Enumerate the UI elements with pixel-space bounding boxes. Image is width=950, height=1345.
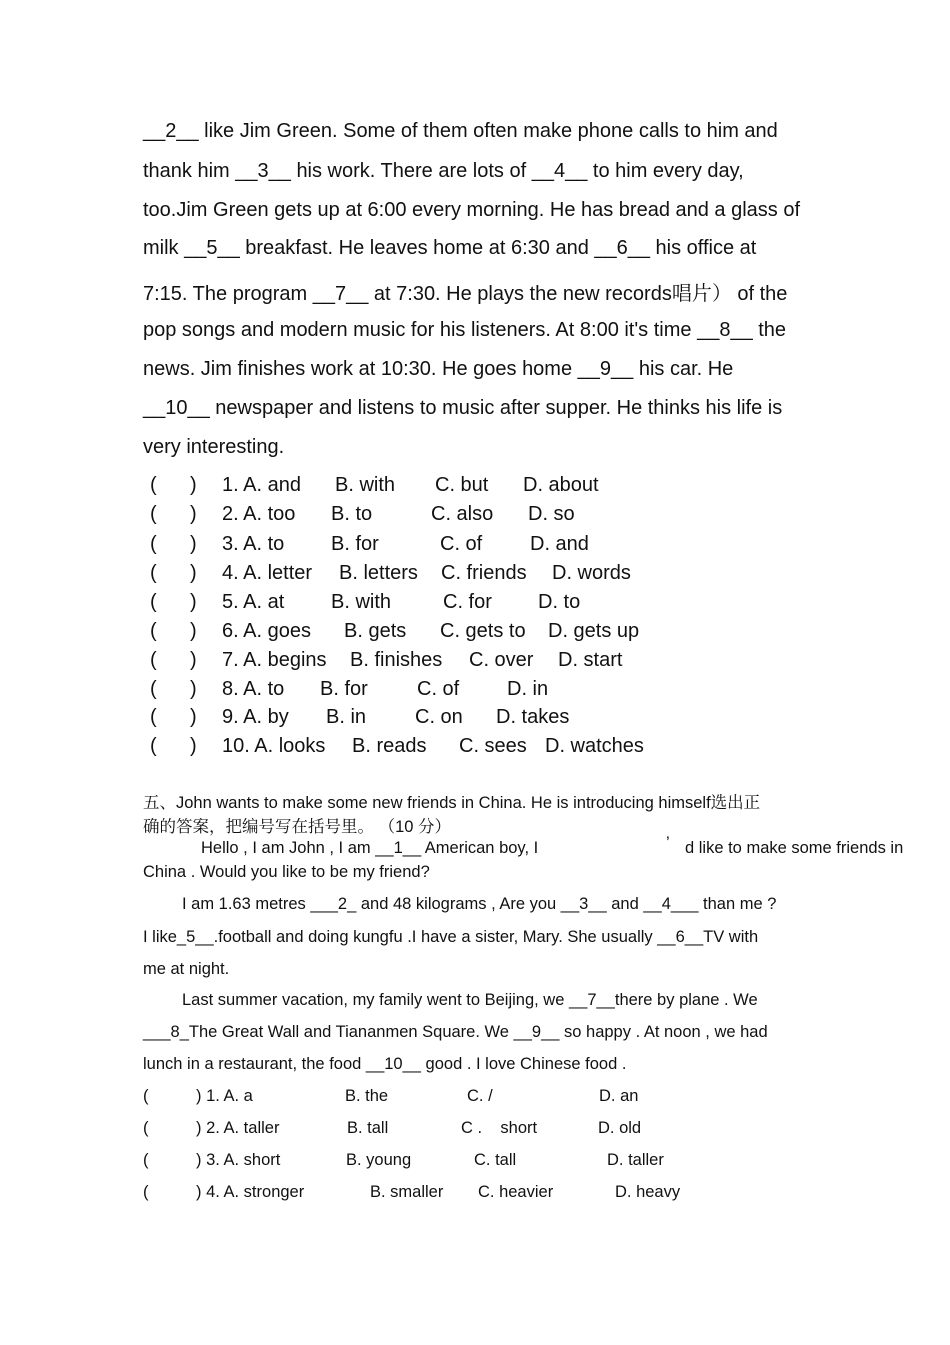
answer-paren[interactable]: ( (143, 1119, 149, 1137)
option-c: C. of (417, 678, 460, 700)
option-b: B. for (320, 678, 368, 700)
answer-paren[interactable]: ( ) (150, 706, 197, 728)
option-b: B. gets (344, 620, 407, 642)
option-d: D. so (528, 503, 575, 525)
option-b: B. for (331, 533, 379, 555)
answer-paren[interactable]: ( (143, 1183, 149, 1201)
option-d: D. start (558, 649, 623, 671)
passage-line: d like to make some friends in (685, 839, 904, 857)
passage-line: Hello , I am John , I am __1__ American boy, I (201, 839, 539, 857)
passage-line: China . Would you like to be my friend? (143, 863, 430, 881)
option-c: C. of (440, 533, 483, 555)
passage-line: pop songs and modern music for his listeners. At 8:00 it's time __8__ the (143, 319, 787, 341)
option-c: C. but (435, 474, 489, 496)
answer-paren[interactable]: ( ) (150, 562, 197, 584)
option-a: 4. A. letter (222, 562, 313, 584)
option-d: D. in (507, 678, 549, 700)
option-d: D. watches (545, 735, 644, 757)
option-a: 3. A. to (222, 533, 285, 555)
option-c: C. tall (474, 1151, 517, 1169)
passage-line: very interesting. (143, 436, 285, 458)
option-a: 2. A. too (222, 503, 296, 525)
answer-paren[interactable]: ( ) (150, 474, 197, 496)
answer-paren[interactable]: ( ) (150, 620, 197, 642)
answer-paren[interactable]: ( ) (150, 649, 197, 671)
option-d: D. taller (607, 1151, 664, 1169)
option-a: ) 1. A. a (196, 1087, 253, 1105)
option-b: B. with (331, 591, 392, 613)
passage-line: me at night. (143, 960, 230, 978)
option-b: B. to (331, 503, 373, 525)
passage-line: too.Jim Green gets up at 6:00 every morning. He has bread and a glass of (143, 199, 801, 221)
option-a: 7. A. begins (222, 649, 327, 671)
option-b: B. in (326, 706, 367, 728)
answer-paren[interactable]: ( ) (150, 591, 197, 613)
option-b: B. tall (347, 1119, 389, 1137)
option-a: 10. A. looks (222, 735, 326, 757)
option-c: C. over (469, 649, 534, 671)
option-d: D. old (598, 1119, 642, 1137)
option-d: D. words (552, 562, 631, 584)
option-a: ) 2. A. taller (196, 1119, 280, 1137)
section-heading: 五、John wants to make some new friends in China. He is introducing himself选出正 (143, 794, 761, 812)
option-a: 6. A. goes (222, 620, 311, 642)
option-b: B. the (345, 1087, 389, 1105)
answer-paren[interactable]: ( (143, 1087, 149, 1105)
option-b: B. letters (339, 562, 418, 584)
option-a: ) 4. A. stronger (196, 1183, 305, 1201)
option-d: D. about (523, 474, 599, 496)
passage-line: news. Jim finishes work at 10:30. He goes home __9__ his car. He (143, 358, 734, 380)
answer-paren[interactable]: ( (143, 1151, 149, 1169)
answer-paren[interactable]: ( ) (150, 533, 197, 555)
option-b: B. smaller (370, 1183, 444, 1201)
answer-paren[interactable]: ( ) (150, 678, 197, 700)
passage-line: __2__ like Jim Green. Some of them often make phone calls to him and (143, 120, 778, 142)
option-a: 9. A. by (222, 706, 289, 728)
passage-line: thank him __3__ his work. There are lots of __4__ to him every day, (143, 160, 744, 182)
option-c: C. / (467, 1087, 493, 1105)
option-c: C. friends (441, 562, 527, 584)
option-d: D. and (530, 533, 589, 555)
option-a: ) 3. A. short (196, 1151, 281, 1169)
answer-paren[interactable]: ( ) (150, 503, 197, 525)
option-c: C. on (415, 706, 463, 728)
option-b: B. reads (352, 735, 427, 757)
option-a: 8. A. to (222, 678, 285, 700)
option-d: D. gets up (548, 620, 640, 642)
option-c: C. sees (459, 735, 527, 757)
option-d: D. heavy (615, 1183, 681, 1201)
answer-paren[interactable]: ( ) (150, 735, 197, 757)
passage-line: Last summer vacation, my family went to Beijing, we __7__there by plane . We (182, 991, 758, 1009)
option-a: 1. A. and (222, 474, 301, 496)
apostrophe: ’ (666, 834, 670, 852)
passage-line: 7:15. The program __7__ at 7:30. He plays the new records唱片） of the (143, 283, 788, 305)
option-c: C. gets to (440, 620, 526, 642)
option-c: C. heavier (478, 1183, 554, 1201)
section-heading: 确的答案，把编号写在括号里。 （10 分） (143, 818, 452, 836)
option-a: 5. A. at (222, 591, 285, 613)
passage-line: ___8_The Great Wall and Tiananmen Square. We __9__ so happy . At noon , we had (143, 1023, 768, 1041)
question-row (143, 1183, 681, 1316)
option-c: C. also (431, 503, 494, 525)
passage-line: I like_5__.football and doing kungfu .I have a sister, Mary. She usually __6__TV with (143, 928, 759, 946)
passage-line: lunch in a restaurant, the food __10__ good . I love Chinese food . (143, 1055, 627, 1073)
option-b: B. with (335, 474, 396, 496)
option-d: D. an (599, 1087, 639, 1105)
option-d: D. to (538, 591, 581, 613)
option-b: B. young (346, 1151, 412, 1169)
passage-line: milk __5__ breakfast. He leaves home at 6:30 and __6__ his office at (143, 237, 757, 259)
option-b: B. finishes (350, 649, 443, 671)
passage-line: I am 1.63 metres ___2_ and 48 kilograms , Are you __3__ and __4___ than me ? (182, 895, 777, 913)
option-c: C. for (443, 591, 492, 613)
option-d: D. takes (496, 706, 570, 728)
option-c: C . short (461, 1119, 538, 1137)
passage-line: __10__ newspaper and listens to music after supper. He thinks his life is (143, 397, 783, 419)
